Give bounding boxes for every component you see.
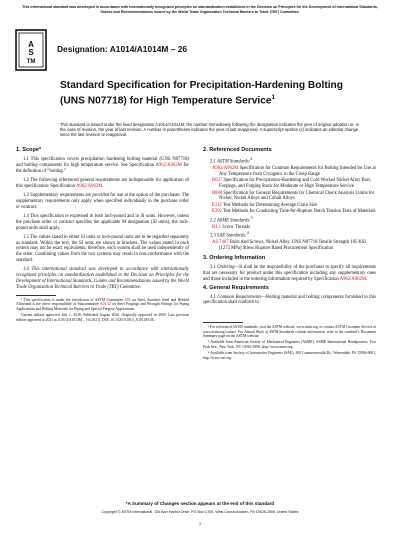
ordering-para-3-1 xyxy=(203,265,376,283)
astm-reference-item xyxy=(203,191,376,203)
link-a962-2[interactable]: A962/A962M xyxy=(76,183,103,189)
ordering-italic: Ordering xyxy=(217,264,235,270)
general-text: —Bolting material and bolting components furnished to this specification shall conform to xyxy=(203,294,377,306)
link-a962[interactable]: A962/A962M xyxy=(155,162,182,168)
reference-link[interactable]: E292 xyxy=(212,209,222,215)
link-b1-1[interactable]: B1.1 xyxy=(212,224,221,230)
asme-standards-label xyxy=(203,216,376,224)
link-as7467[interactable]: AS 7467 xyxy=(212,239,229,245)
ordering-num: 3.1 xyxy=(210,264,218,270)
reference-link[interactable]: A962/A962M xyxy=(212,165,239,171)
scope-para-1-3: 1.3 Supplementary requirements are provided for use at the option of the purchaser. The supplementary requirements only apply when specified individually in the purchase order or contract. xyxy=(16,192,189,210)
astm-reference-item xyxy=(203,209,376,215)
general-italic: Common Requirements xyxy=(217,294,262,300)
link-a01[interactable]: A01 xyxy=(124,297,131,302)
footnote-1-edition: Current edition approved July 1, 2026. Published August 2026. Originally approved in 2000. Last previous edition approved in 2021 as A1014/A1014M – 16 (2021). DOI: 10.1520/A1014_A1014M-26. xyxy=(16,313,189,322)
astm-reference-item xyxy=(203,178,376,190)
reference-title: Specification for Common Requirements for Bolting Intended for Use at Any Temperature from Cryogenic to the Creep Range xyxy=(219,165,376,177)
footnote-4: ⁴ Available from Society of Automotive Engineers (SAE), 400 Commonwealth Dr., Warrendale, PA 15096-0001, http://www.sae.org. xyxy=(203,351,376,360)
astm-standards-label xyxy=(203,157,376,165)
sae-sup: 4 xyxy=(246,231,249,235)
refdocs-heading: 2. Referenced Documents xyxy=(203,147,272,153)
sae-num: 2.3 xyxy=(210,233,218,239)
astm-label: ASTM Standards: xyxy=(217,159,251,165)
copyright-line: Copyright © ASTM International, 100 Barr Harbor Drive, PO Box C700, West Conshohocken, PA 19428-2959. United States xyxy=(101,510,299,514)
general-para-4-1 xyxy=(203,295,376,307)
sae-standards-label xyxy=(203,231,376,239)
standard-note: This standard is issued under the fixed designation A1014/A1014M; the number immediately following the designation indicates the year of original adoption or, in the case of revision, the year of last revision. A number in parentheses indicates the year of last reapproval. A superscript epsilon (ε) indicates an editorial change since the last revision or reapproval. xyxy=(60,122,359,138)
document-title xyxy=(60,80,360,107)
footnote-3: ³ Available from American Society of Mechanical Engineers (ASME), ASME International Headquarters, Two Park Ave., New York, NY 10016-5990, http://www.asme.org. xyxy=(203,340,376,349)
title-text: Standard Specification for Precipitation-Hardening Bolting (UNS N07718) for High Temperature Service xyxy=(60,80,344,107)
astm-num: 2.1 xyxy=(210,159,218,165)
scope-1-2-text-end: . xyxy=(102,183,104,189)
astm-reference-item xyxy=(203,203,376,209)
general-heading: 4. General Requirements xyxy=(203,284,269,291)
reference-title: Test Methods for Conducting Time-for-Rupture Notch Tension Tests of Materials xyxy=(221,209,376,215)
svg-text:S: S xyxy=(28,48,34,57)
right-column xyxy=(203,148,376,362)
left-column xyxy=(16,148,189,324)
scope-para-1-6: 1.6 This international standard was developed in accordance with internationally recognized principles on standardization established in the Decision on Principles for the Development of International Standards, Guides and Recommendations issued by the World Trade Organization Technical Barriers to Trade (TBT) Committee. xyxy=(16,267,189,291)
asme-num: 2.2 xyxy=(210,218,218,224)
scope-para-1-2 xyxy=(16,178,189,190)
footnote-2 xyxy=(203,325,376,339)
sae-reference-item xyxy=(203,240,376,252)
scope-1-2-text: 1.2 The following referenced general requirements are indispensable for application of this specification: Specification xyxy=(16,177,189,189)
reference-title: Specification for General Requirements for Chemical Check Analysis Limits for Nickel, Nickel Alloys and Cobalt Alloys xyxy=(219,190,375,202)
summary-of-changes-note: *A Summary of Changes section appears at the end of this standard xyxy=(125,501,275,506)
fn2-italic: Annual Book of ASTM Standards xyxy=(244,329,294,334)
reference-link[interactable]: E112 xyxy=(212,202,222,208)
link-a962-3[interactable]: A962/A962M xyxy=(339,276,366,282)
reference-title: Specification for Precipitation-Hardening and Cold Worked Nickel Alloy Bars, Forgings, and Forging Stock for Moderate or High Temperature Service xyxy=(219,178,372,190)
scope-para-1-4: 1.4 This specification is expressed in both inch-pound and in SI units. However, unless the purchase order or contract specifies the applicable M designation (SI units), the inch-pound units shall apply. xyxy=(16,213,189,231)
asme-label: ASME Standards: xyxy=(217,218,251,224)
ordering-text-end: . xyxy=(366,276,368,282)
asme-sup: 3 xyxy=(250,215,253,220)
svg-text:A: A xyxy=(28,40,34,49)
designation: Designation: A1014/A1014M – 26 xyxy=(57,44,188,54)
general-num: 4.1 xyxy=(210,294,218,300)
asme-item-text: Screw Threads xyxy=(221,224,251,230)
ordering-text: —It shall be the responsibility of the purchaser to specify all requirements that are necessary for product under this specification including any supplementary ones and those included in the ordering information required by Specification xyxy=(203,264,377,282)
top-notice: This international standard was developed in accordance with internationally recognized principles on standardization established in the Decision on Principles for the Development of International Standards, Guides and Recommendations issued by the World Trade Organization Technical Barriers to Trade (TBT) Committee. xyxy=(22,5,378,14)
asme-reference-item xyxy=(203,225,376,231)
scope-heading: 1. Scope* xyxy=(16,147,42,153)
footnote-rule xyxy=(16,295,56,296)
scope-1-1-text-end: for the definition of “bolting.” xyxy=(16,162,189,174)
fn2-text-end: volume information, refer to the standard’s Document Summary page on the ASTM website. xyxy=(203,329,376,339)
page-number: 1 xyxy=(198,521,202,526)
fn1-text-2: on Steel, Stainless Steel and Related Alloysand is the direct responsibility of Subcommittee xyxy=(16,297,189,307)
reference-link[interactable]: B880 xyxy=(212,190,223,196)
fn2-text: ² For referenced ASTM standards, visit the ASTM website, www.astm.org, or contact ASTM Customer Service at www.astm.org/contact. For xyxy=(203,325,376,334)
scope-para-1-1 xyxy=(16,157,189,175)
footnote-rule-right xyxy=(203,322,243,323)
reference-link[interactable]: B637 xyxy=(212,178,223,184)
title-footnote-mark: 1 xyxy=(271,95,275,101)
scope-para-1-5: 1.5 The values stated in either SI units or inch-pound units are to be regarded separately as standard. Within the text, the SI units are shown in brackets. The values stated in each system may not be exact equivalents; therefore, each system shall be used independently of the other. Combining values from the two systems may result in non-conformance with the standard. xyxy=(16,234,189,264)
reference-title: Test Methods for Determining Average Grain Size xyxy=(221,202,318,208)
footnote-1 xyxy=(16,298,189,312)
astm-reference-item xyxy=(203,166,376,178)
astm-logo xyxy=(14,28,48,72)
astm-reference-list xyxy=(203,166,376,215)
scope-1-1-text: 1.1 This specification covers precipitation hardening bolting material (UNS N07718) and bolting components for high temperature service. See Specification xyxy=(16,156,189,168)
fn1-text-3: on Steel Forgings and Wrought Fittings for Piping Applications and Bolting Materials for Piping and Special Purpose Applications. xyxy=(16,302,190,311)
fn1-text: ¹ This specification is under the jurisdiction of ASTM Committee xyxy=(21,297,125,302)
ordering-heading: 3. Ordering Information xyxy=(203,254,266,261)
astm-sup: 2 xyxy=(250,156,253,161)
link-a01-22[interactable]: A01.22 xyxy=(99,302,111,307)
sae-item-text: Bolts And Screws, Nickel Alloy, UNS N07718 Tensile Strength 185 KSI [1275 MPa] Stress Rupture Rated Procurement Specification xyxy=(219,239,366,251)
svg-text:TM: TM xyxy=(26,59,36,65)
sae-label: SAE Standards: xyxy=(217,233,247,239)
